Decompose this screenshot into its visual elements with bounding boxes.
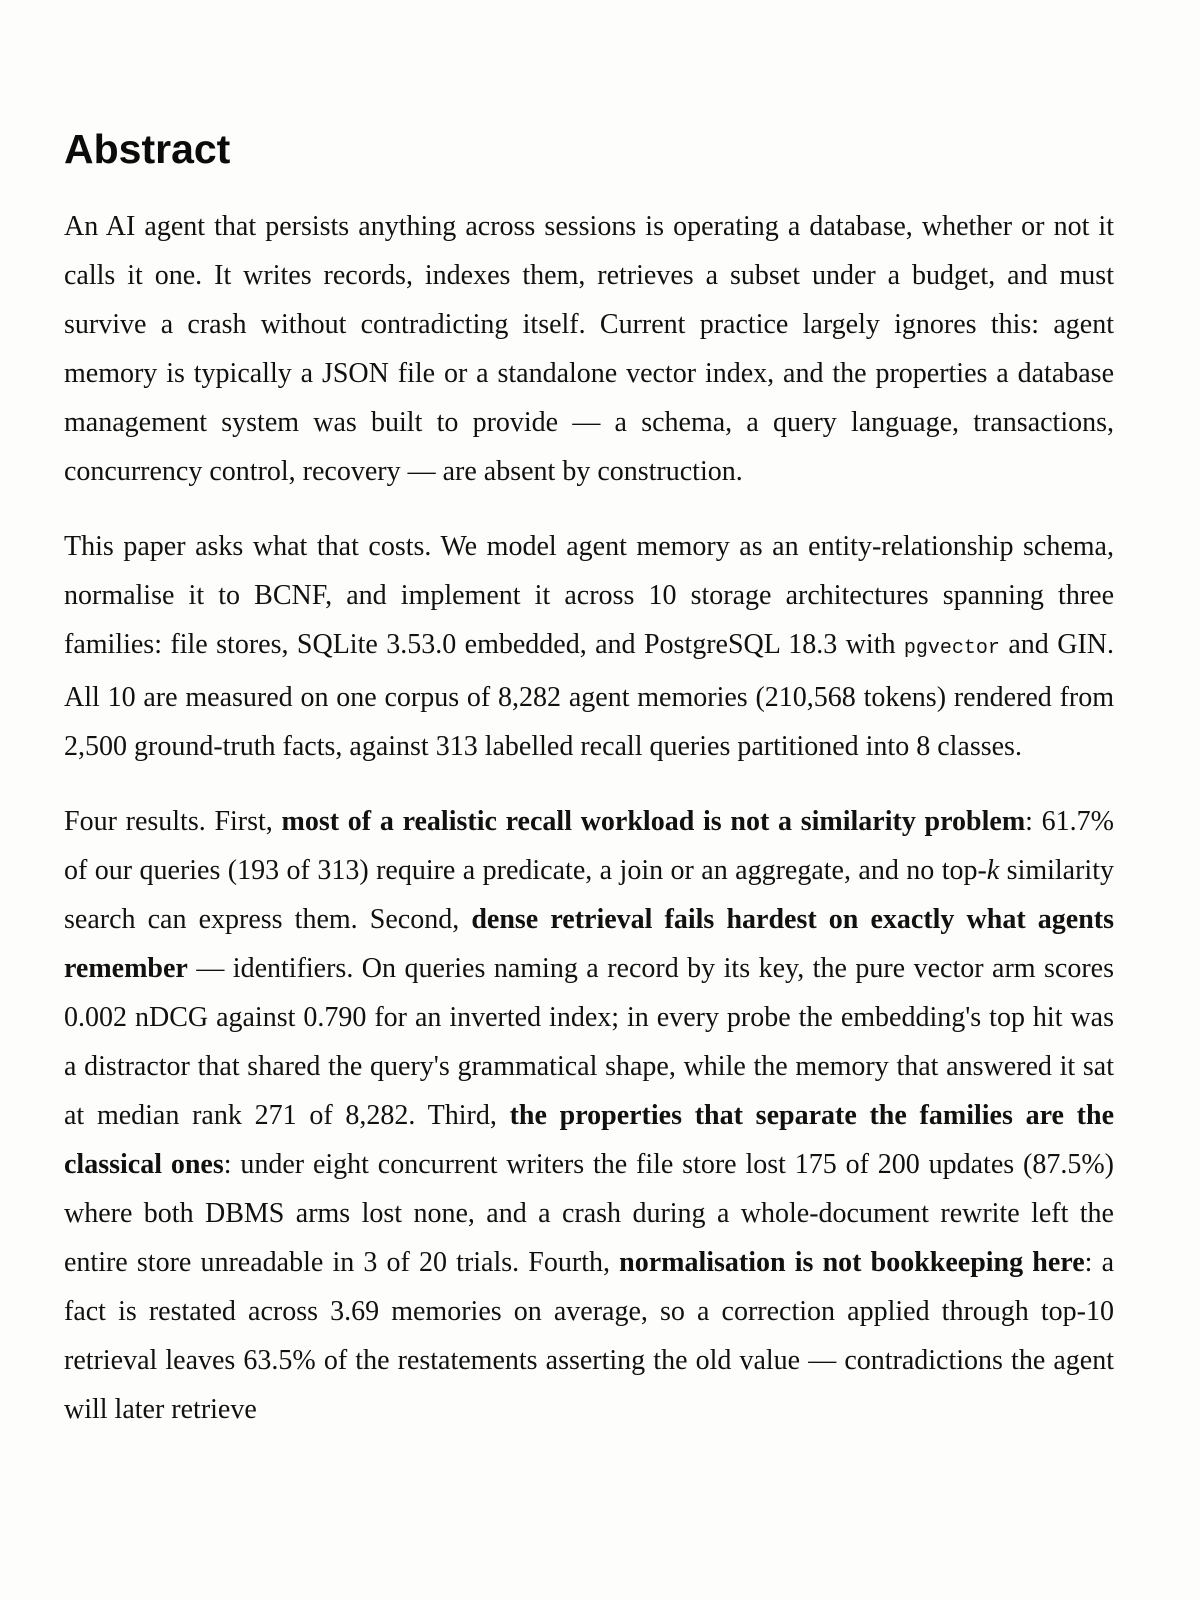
paragraph-3 [64,797,1114,1434]
paragraph-3-text-5: : under eight concurrent writers the file store lost 175 of 200 updates (87.5%) where both DBMS arms lost none, and a crash during a whole-document rewrite left the entire store unreadable in 3 of 20 trials. Fourth, [64,1149,1114,1278]
paragraph-3-text-6: : a fact is restated across 3.69 memories on average, so a correction applied through top-10 retrieval leaves 63.5% of the restatements asserting the old value — contradictions the agent will later retrieve [64,1247,1115,1425]
inline-code-pgvector: pgvector [903,637,1000,660]
paragraph-3-text-2: : 61.7% of our queries (193 of 313) require a predicate, a join or an aggregate, and no top- [64,806,1115,886]
finding-3-emphasis: the properties that separate the families are the classical ones [64,1100,1114,1180]
paragraph-2-text-a: This paper asks what that costs. We model agent memory as an entity-relationship schema, normalise it to BCNF, and implement it across 10 storage architectures spanning three families: file stores, SQLite 3.53.0 embedded, and PostgreSQL 18.3 with [64,531,1114,660]
finding-1-emphasis: most of a realistic recall workload is not a similarity problem [281,806,1026,837]
math-k: k [986,855,1000,886]
paragraph-3-text-1: Four results. First, [64,806,282,837]
paragraph-3-text-3: similarity search can express them. Second, [64,855,1114,935]
paragraph-3-text-4: — identifiers. On queries naming a record by its key, the pure vector arm scores 0.002 nDCG against 0.790 for an inverted index; in every probe the embedding's top hit was a distractor that shared the query's grammatical shape, while the memory that answered it sat at median rank 271 of 8,282. Third, [64,953,1114,1131]
paragraph-2 [64,522,1114,771]
paragraph-2-text-b: and GIN. All 10 are measured on one corpus of 8,282 agent memories (210,568 tokens) rendered from 2,500 ground-truth facts, against 313 labelled recall queries partitioned into 8 classes. [64,629,1114,762]
paragraph-1: An AI agent that persists anything across sessions is operating a database, whether or not it calls it one. It writes records, indexes them, retrieves a subset under a budget, and must survive a crash without contradicting itself. Current practice largely ignores this: agent memory is typically a JSON file or a standalone vector index, and the properties a database management system was built to provide — a schema, a query language, transactions, concurrency control, recovery — are absent by construction. [64,211,1114,487]
section-heading: Abstract [64,126,231,172]
finding-4-emphasis: normalisation is not bookkeeping here [619,1247,1085,1278]
finding-2-emphasis: dense retrieval fails hardest on exactly what agents remember [64,904,1114,984]
abstract-section [64,124,1114,1460]
